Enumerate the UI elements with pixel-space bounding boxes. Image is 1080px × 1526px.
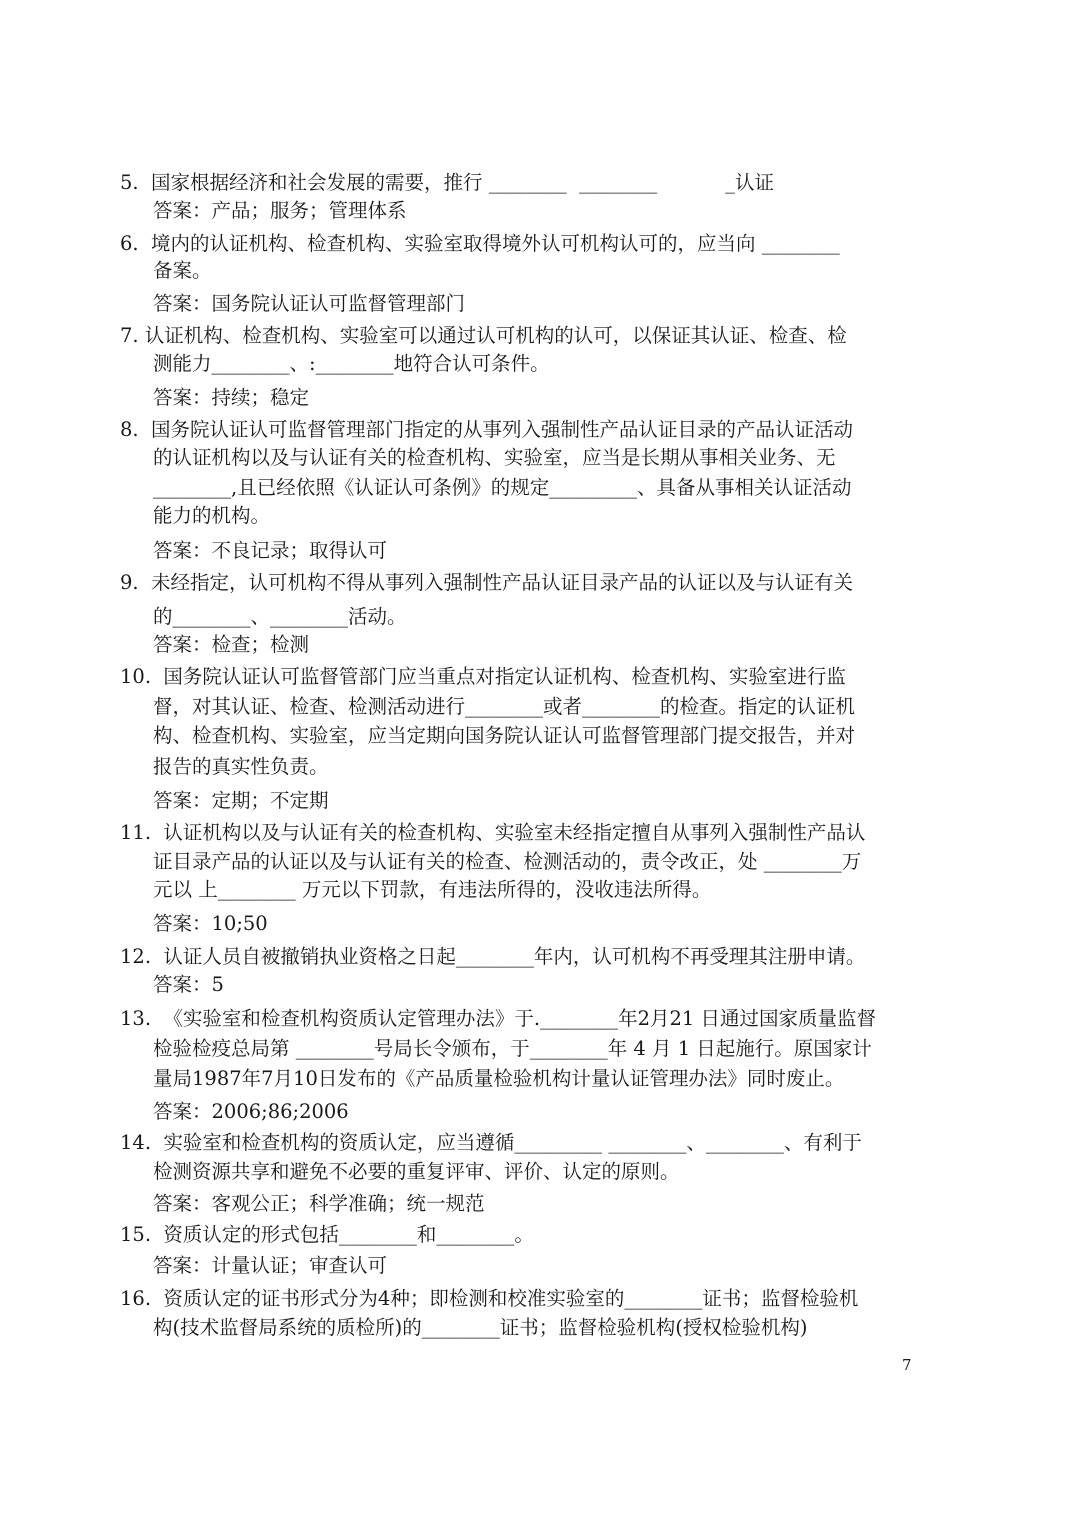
question-11-line-1: 11. 认证机构以及与认证有关的检查机构、实验室未经指定擅自从事列入强制性产品认 [120,821,866,844]
answer-8: 答案：不良记录；取得认可 [153,539,388,562]
question-12: 12. 认证人员自被撤销执业资格之日起________年内，认可机构不再受理其注册申请。 [120,945,866,968]
question-11-line-3: 元以 上________ 万元以下罚款，有违法所得的，没收违法所得。 [153,878,712,901]
question-14-line-2: 检测资源共享和避免不必要的重复评审、评价、认定的原则。 [153,1160,680,1183]
question-10-line-1: 10. 国务院认证认可监督管部门应当重点对指定认证机构、检查机构、实验室进行监 [120,665,846,688]
question-16-line-1: 16. 资质认定的证书形式分为4种；即检测和校准实验室的________证书；监督检验机 [120,1287,859,1310]
question-6-line-1: 6. 境内的认证机构、检查机构、实验室取得境外认可机构认可的，应当向 ________ [120,232,840,255]
question-13-line-2: 检验检疫总局第 ________号局长令颁布，于________年 4 月 1 日起施行。原国家计 [153,1037,872,1060]
question-16-line-2: 构(技术监督局系统的质检所)的________证书；监督检验机构(授权检验机构) [153,1316,808,1339]
question-10-line-2: 督，对其认证、检查、检测活动进行________或者________的检查。指定的认证机 [153,695,856,718]
question-10-line-3: 构、检查机构、实验室，应当定期向国务院认证认可监督管理部门提交报告，并对 [153,724,856,747]
question-5: 5. 国家根据经济和社会发展的需要，推行 ________ ________ _认证 [120,171,775,194]
question-8-line-2: 的认证机构以及与认证有关的检查机构、实验室，应当是长期从事相关业务、无 [153,446,836,469]
question-7-line-2: 测能力________、:________地符合认可条件。 [153,352,550,375]
question-8-line-3: ________,且已经依照《认证认可条例》的规定_________、具备从事相关认证活动 [153,476,852,499]
answer-7: 答案：持续；稳定 [153,386,310,409]
question-10-line-4: 报告的真实性负责。 [153,755,329,778]
page-number: 7 [902,1356,912,1374]
question-9-line-2: 的________、________活动。 [153,605,407,628]
answer-9: 答案：检查；检测 [153,633,310,656]
question-15: 15. 资质认定的形式包括________和________。 [120,1223,534,1246]
question-6-line-2: 备案。 [153,259,212,282]
question-8-line-4: 能力的机构。 [153,504,271,527]
answer-10: 答案：定期；不定期 [153,789,329,812]
answer-11: 答案：10;50 [153,912,268,935]
answer-6: 答案：国务院认证认可监督管理部门 [153,292,466,315]
answer-15: 答案：计量认证；审查认可 [153,1254,388,1277]
question-14-line-1: 14. 实验室和检查机构的资质认定，应当遵循_________ ________、________、有利于 [120,1131,862,1154]
question-13-line-3: 量局1987年7月10日发布的《产品质量检验机构计量认证管理办法》同时废止。 [153,1067,845,1090]
question-7-line-1: 7. 认证机构、检查机构、实验室可以通过认可机构的认可，以保证其认证、检查、检 [120,324,847,347]
answer-5: 答案：产品；服务；管理体系 [153,199,407,222]
question-8-line-1: 8. 国务院认证认可监督管理部门指定的从事列入强制性产品认证目录的产品认证活动 [120,418,854,441]
question-9-line-1: 9. 未经指定，认可机构不得从事列入强制性产品认证目录产品的认证以及与认证有关 [120,571,854,594]
answer-14: 答案：客观公正；科学准确；统一规范 [153,1192,485,1215]
question-13-line-1: 13. 《实验室和检查机构资质认定管理办法》于.________年2月21 日通过国家质量监督 [120,1007,877,1030]
question-11-line-2: 证目录产品的认证以及与认证有关的检查、检测活动的，责令改正，处 ________万 [153,850,862,873]
answer-12: 答案：5 [153,973,224,996]
answer-13: 答案：2006;86;2006 [153,1100,349,1123]
